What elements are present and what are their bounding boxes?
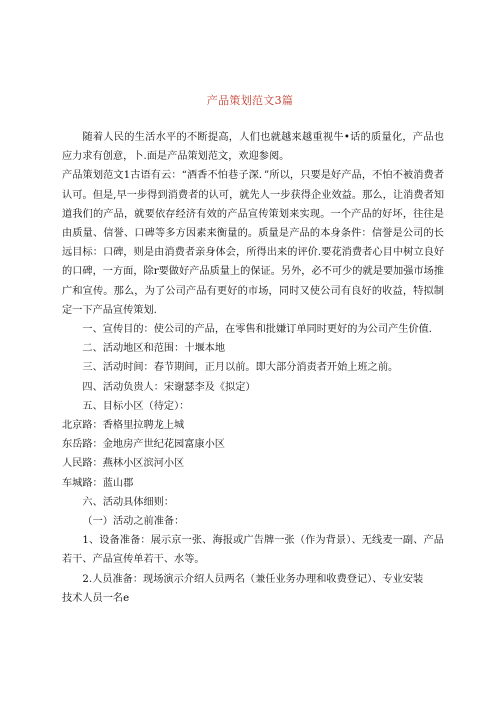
paragraph-staff: 2.人员准备：现场演示介绍人员两名（兼任业务办理和收费登记）、专业安装 xyxy=(82,573,424,585)
community-beijing-road: 北京路：香格里拉聘龙上城 xyxy=(62,420,185,432)
document-title: 产品策划范文3篇 xyxy=(206,94,294,107)
paragraph-details: 六、活动具体细则： xyxy=(82,496,175,508)
paragraph-sample-1: 产品策划范文1古语有云：“酒香不怕巷子深．”所以，只要是好产品，不怕不被消费者认可。但是,早一步得到消费者的认可，就先人一步获得企业效益。那么，让消费者知道我们的产品，就要依存经济有效的产品宣传策划来实现。一个产品的好坏，往往是由质量、信誉、口碑等多方因素来衡量的。质量是产品的本身条件：信誉是公司的长远目标：口碑，则是由消费者亲身体会，所得出来的评价.要花消费者心目中树立良好的口碑，一方面，除r要做好产品质量上的保证。另外，必不可少的就是要加强市场推广和宣传。那么，为了公司产品有更好的市场，同时又使公司有良好的收益，特拟制定一下产品宣传策划. xyxy=(62,170,444,316)
paragraph-purpose: 一、宣传目的：使公司的产品，在零售和批嫌订单同时更好的为公司产生价值. xyxy=(82,324,433,336)
paragraph-target-communities: 五、目标小区（待定）： xyxy=(82,400,190,412)
paragraph-preparation: （一）活动之前准备： xyxy=(82,516,185,528)
paragraph-equipment: 1、设备准备：展示京一张、海报或广告牌一张（作为背景）、无线麦一副、产品若干、产品宣传单若干、水等。 xyxy=(62,535,444,566)
paragraph-staff-continued: 技术人员一名e xyxy=(62,592,130,604)
community-checheng-road: 车城路：蓝山郡 xyxy=(62,477,134,489)
paragraph-owner: 四、活动负贵人：宋谢瑟李及《拟定） xyxy=(82,381,256,393)
paragraph-time: 三、活动时间：春节期间，正月以前。即大部分消责者开始上班之前。 xyxy=(82,362,399,374)
document-body xyxy=(62,128,444,608)
paragraph-region: 二、活动地区和范围：十堰本地 xyxy=(82,343,226,355)
community-dongyue-road: 东岳路：金地房产世纪花园富康小区 xyxy=(62,439,225,451)
community-renmin-road: 人民路：燕林小区滨河小区 xyxy=(62,458,185,470)
paragraph-intro: 随着人民的生活水平的不断提高，人们也就越来越重视牛•话的质量化，产品也应力求有创意，卜.面是产品策划范文，欢迎参阅。 xyxy=(62,132,444,163)
